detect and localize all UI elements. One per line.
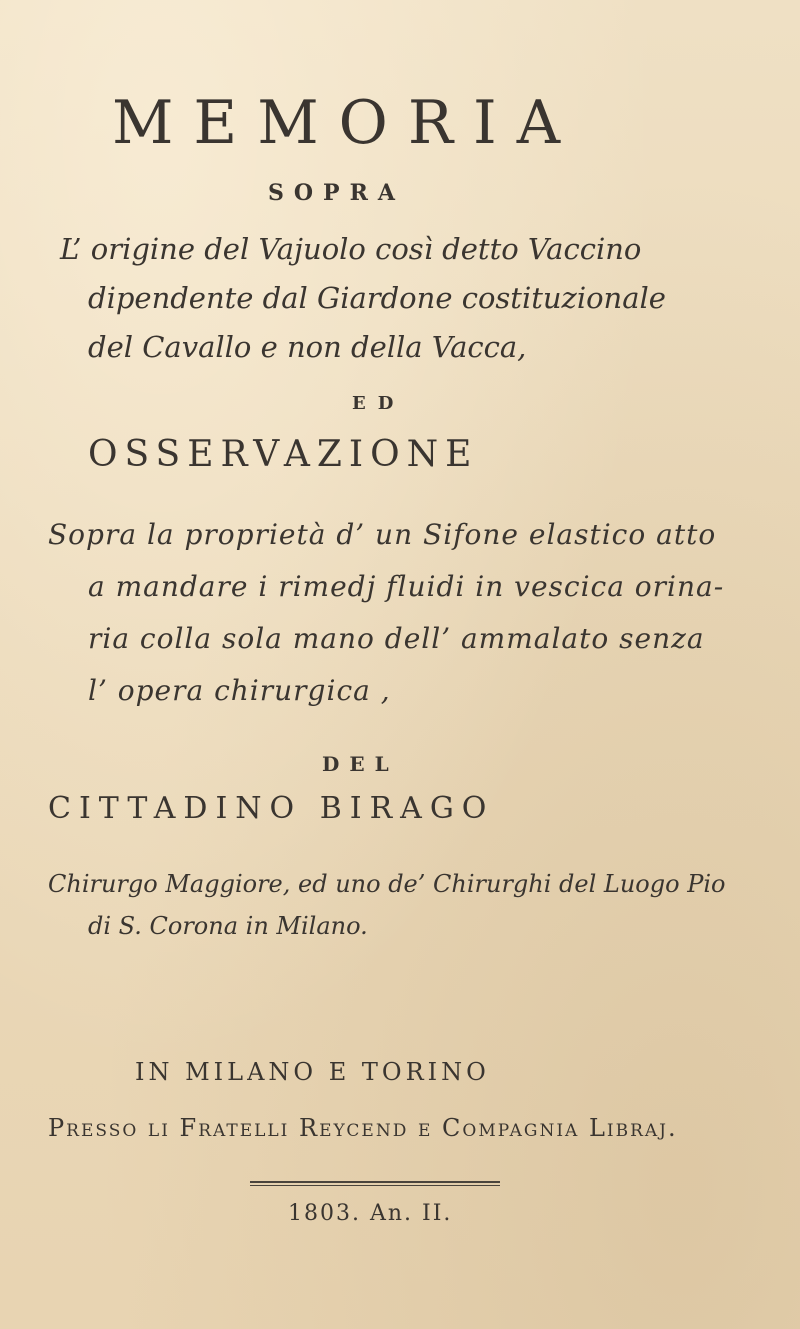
subject-line-1: L’ origine del Vajuolo così detto Vaccino: [60, 232, 642, 266]
sopra-label: SOPRA: [268, 180, 405, 206]
imprint-rule: [250, 1181, 500, 1183]
imprint-rule-thin: [250, 1185, 500, 1186]
observation-line-3: ria colla sola mano dell’ ammalato senza: [88, 622, 705, 655]
subject-line-2: dipendente dal Giardone costituzionale: [88, 281, 666, 315]
author-name: CITTADINO BIRAGO: [48, 791, 495, 826]
second-title: OSSERVAZIONE: [88, 434, 479, 475]
imprint-city: IN MILANO E TORINO: [135, 1058, 490, 1086]
author-role-line-2: di S. Corona in Milano.: [88, 912, 368, 940]
observation-line-4: l’ opera chirurgica ,: [88, 674, 391, 707]
page-title: MEMORIA: [112, 88, 581, 158]
publication-date: 1803. An. II.: [288, 1201, 453, 1226]
observation-line-1: Sopra la proprietà d’ un Sifone elastico atto: [48, 518, 717, 551]
observation-line-2: a mandare i rimedj fluidi in vescica orina-: [88, 570, 725, 603]
author-role-line-1: Chirurgo Maggiore, ed uno de’ Chirurghi del Luogo Pio: [48, 870, 726, 898]
subject-line-3: del Cavallo e non della Vacca,: [88, 330, 527, 364]
conjunction-label: ED: [352, 393, 406, 414]
preposition-label: DEL: [322, 752, 399, 776]
imprint-publisher: Presso li Fratelli Reycend e Compagnia Libraj.: [48, 1114, 678, 1142]
